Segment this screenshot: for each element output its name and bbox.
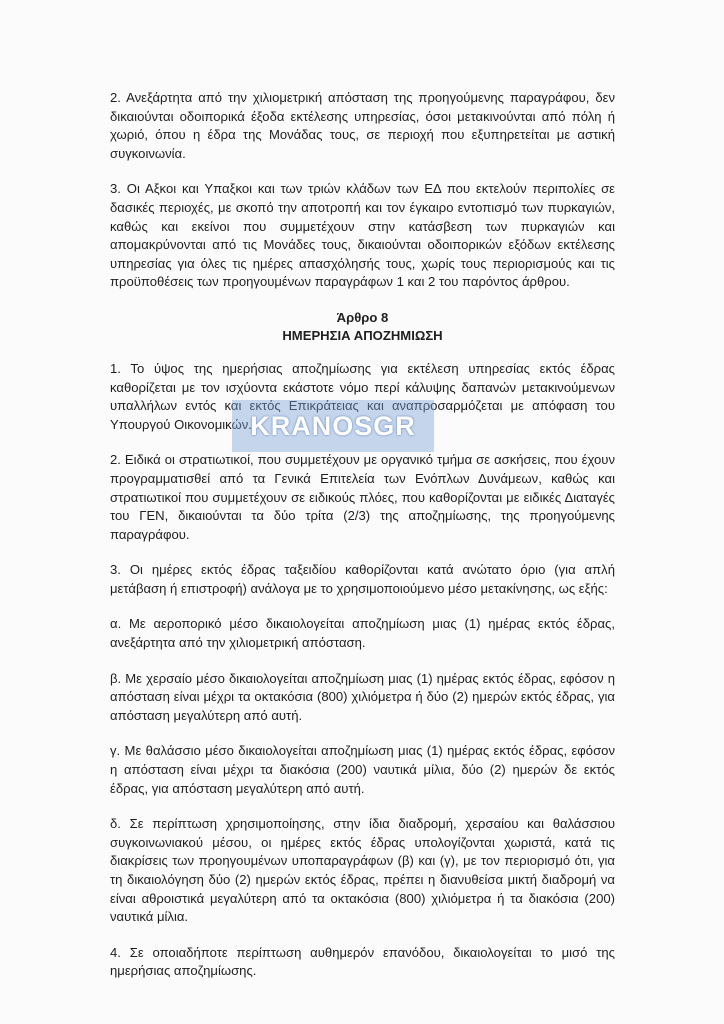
watermark-text: KRANOSGR <box>250 410 416 441</box>
document-body <box>110 89 615 981</box>
article-heading <box>110 309 615 345</box>
subparagraph-a-air: α. Με αεροπορικό μέσο δικαιολογείται αποζημίωση μιας (1) ημέρας εκτός έδρας, ανεξάρτητα από την χιλιομετρική απόσταση. <box>110 616 615 651</box>
paragraph-3-days-away: 3. Οι ημέρες εκτός έδρας ταξειδίου καθορίζονται κατά ανώτατο όριο (για απλή μετάβαση ή επιστροφή) ανάλογα με το χρησιμοποιούμενο μέσο μετακίνησης, ως εξής: <box>110 562 615 596</box>
paragraph-4-same-day-return: 4. Σε οποιαδήποτε περίπτωση αυθημερόν επανόδου, δικαιολογείται το μισό της ημερήσιας αποζημίωσης. <box>110 944 615 979</box>
paragraph-1-daily-allowance-amount: 1. Το ύψος της ημερήσιας αποζημίωσης για εκτέλεση υπηρεσίας εκτός έδρας καθορίζεται με τον ισχύοντα εκάστοτε νόμο περί κάλυψης δαπανών μετακινούμενων υπαλλήλων εντός και εκτός Επικράτειας και αναπροσαρμόζεται με απόφαση του Υπουργού Οικονομικών. <box>110 360 615 432</box>
article-number: Άρθρο 8 <box>336 309 389 325</box>
subparagraph-d-mixed: δ. Σε περίπτωση χρησιμοποίησης, στην ίδια διαδρομή, χερσαίου και θαλάσσιου συγκοινωνιακού μέσου, οι ημέρες εκτός έδρας υπολογίζονται χωριστά, κατά τις διακρίσεις των προηγουμένων υποπαραγράφων (β) και (γ), με τον περιορισμό ότι, για τη δικαιολόγηση δύο (2) ημερών εκτός έδρας, πρέπει η διανυθείσα μικτή διαδρομή να είναι αθροιστικά μεγαλύτερη από τα οκτακόσια (800) χιλιόμετρα ή τα διακόσια (200) ναυτικά μίλια. <box>110 816 615 925</box>
paragraph-2-travel-distance: 2. Ανεξάρτητα από την χιλιομετρική απόσταση της προηγούμενης παραγράφου, δεν δικαιούνται οδοιπορικά έξοδα εκτέλεσης υπηρεσίας, όσοι μετακινούνται από πόλη ή χωριό, όπου η έδρα της Μονάδας τους, σε περιοχή που εξυπηρετείται με αστική συγκοινωνία. <box>110 90 615 161</box>
paragraph-2-exercises: 2. Ειδικά οι στρατιωτικοί, που συμμετέχουν με οργανικό τμήμα σε ασκήσεις, που έχουν προγραμματισθεί από τα Γενικά Επιτελεία των Ενόπλων Δυνάμεων, καθώς και στρατιωτικοί που συμμετέχουν σε ειδικούς πλόες, που καθορίζονται με ειδικές Διαταγές του ΓΕΝ, δικαιούνται τα δύο τρίτα (2/3) της αποζημίωσης, της προηγούμενης παραγράφου. <box>110 452 615 542</box>
subparagraph-b-land: β. Με χερσαίο μέσο δικαιολογείται αποζημίωση μιας (1) ημέρας εκτός έδρας, εφόσον η απόσταση είναι μέχρι τα οκτακόσια (800) χιλιόμετρα ή δύο (2) ημερών εκτός έδρας, για απόσταση μεγαλύτερη από αυτή. <box>110 670 615 723</box>
article-title: ΗΜΕΡΗΣΙΑ ΑΠΟΖΗΜΙΩΣΗ <box>282 327 443 343</box>
paragraph-3-forest-patrols: 3. Οι Αξκοι και Υπαξκοι και των τριών κλάδων των ΕΔ που εκτελούν περιπολίες σε δασικές περιοχές, με σκοπό την αποτροπή και τον έγκαιρο εντοπισμό των πυρκαγιών, καθώς και εκείνοι που συμμετέχουν στην κατάσβεση των πυρκαγιών και απομακρύνονται από τις Μονάδες τους, δικαιούνται οδοιπορικών εξόδων εκτέλεσης υπηρεσίας για όλες τις ημέρες απασχόλησής τους, χωρίς τους περιορισμούς και τις προϋποθέσεις των προηγουμένων παραγράφων 1 και 2 του παρόντος άρθρου. <box>110 181 615 290</box>
subparagraph-c-sea: γ. Με θαλάσσιο μέσο δικαιολογείται αποζημίωση μιας (1) ημέρας εκτός έδρας, εφόσον η απόσταση είναι μέχρι τα διακόσια (200) ναυτικά μίλια, δύο (2) ημερών δε εκτός έδρας, για απόσταση μεγαλύτερη από αυτή. <box>110 743 615 796</box>
